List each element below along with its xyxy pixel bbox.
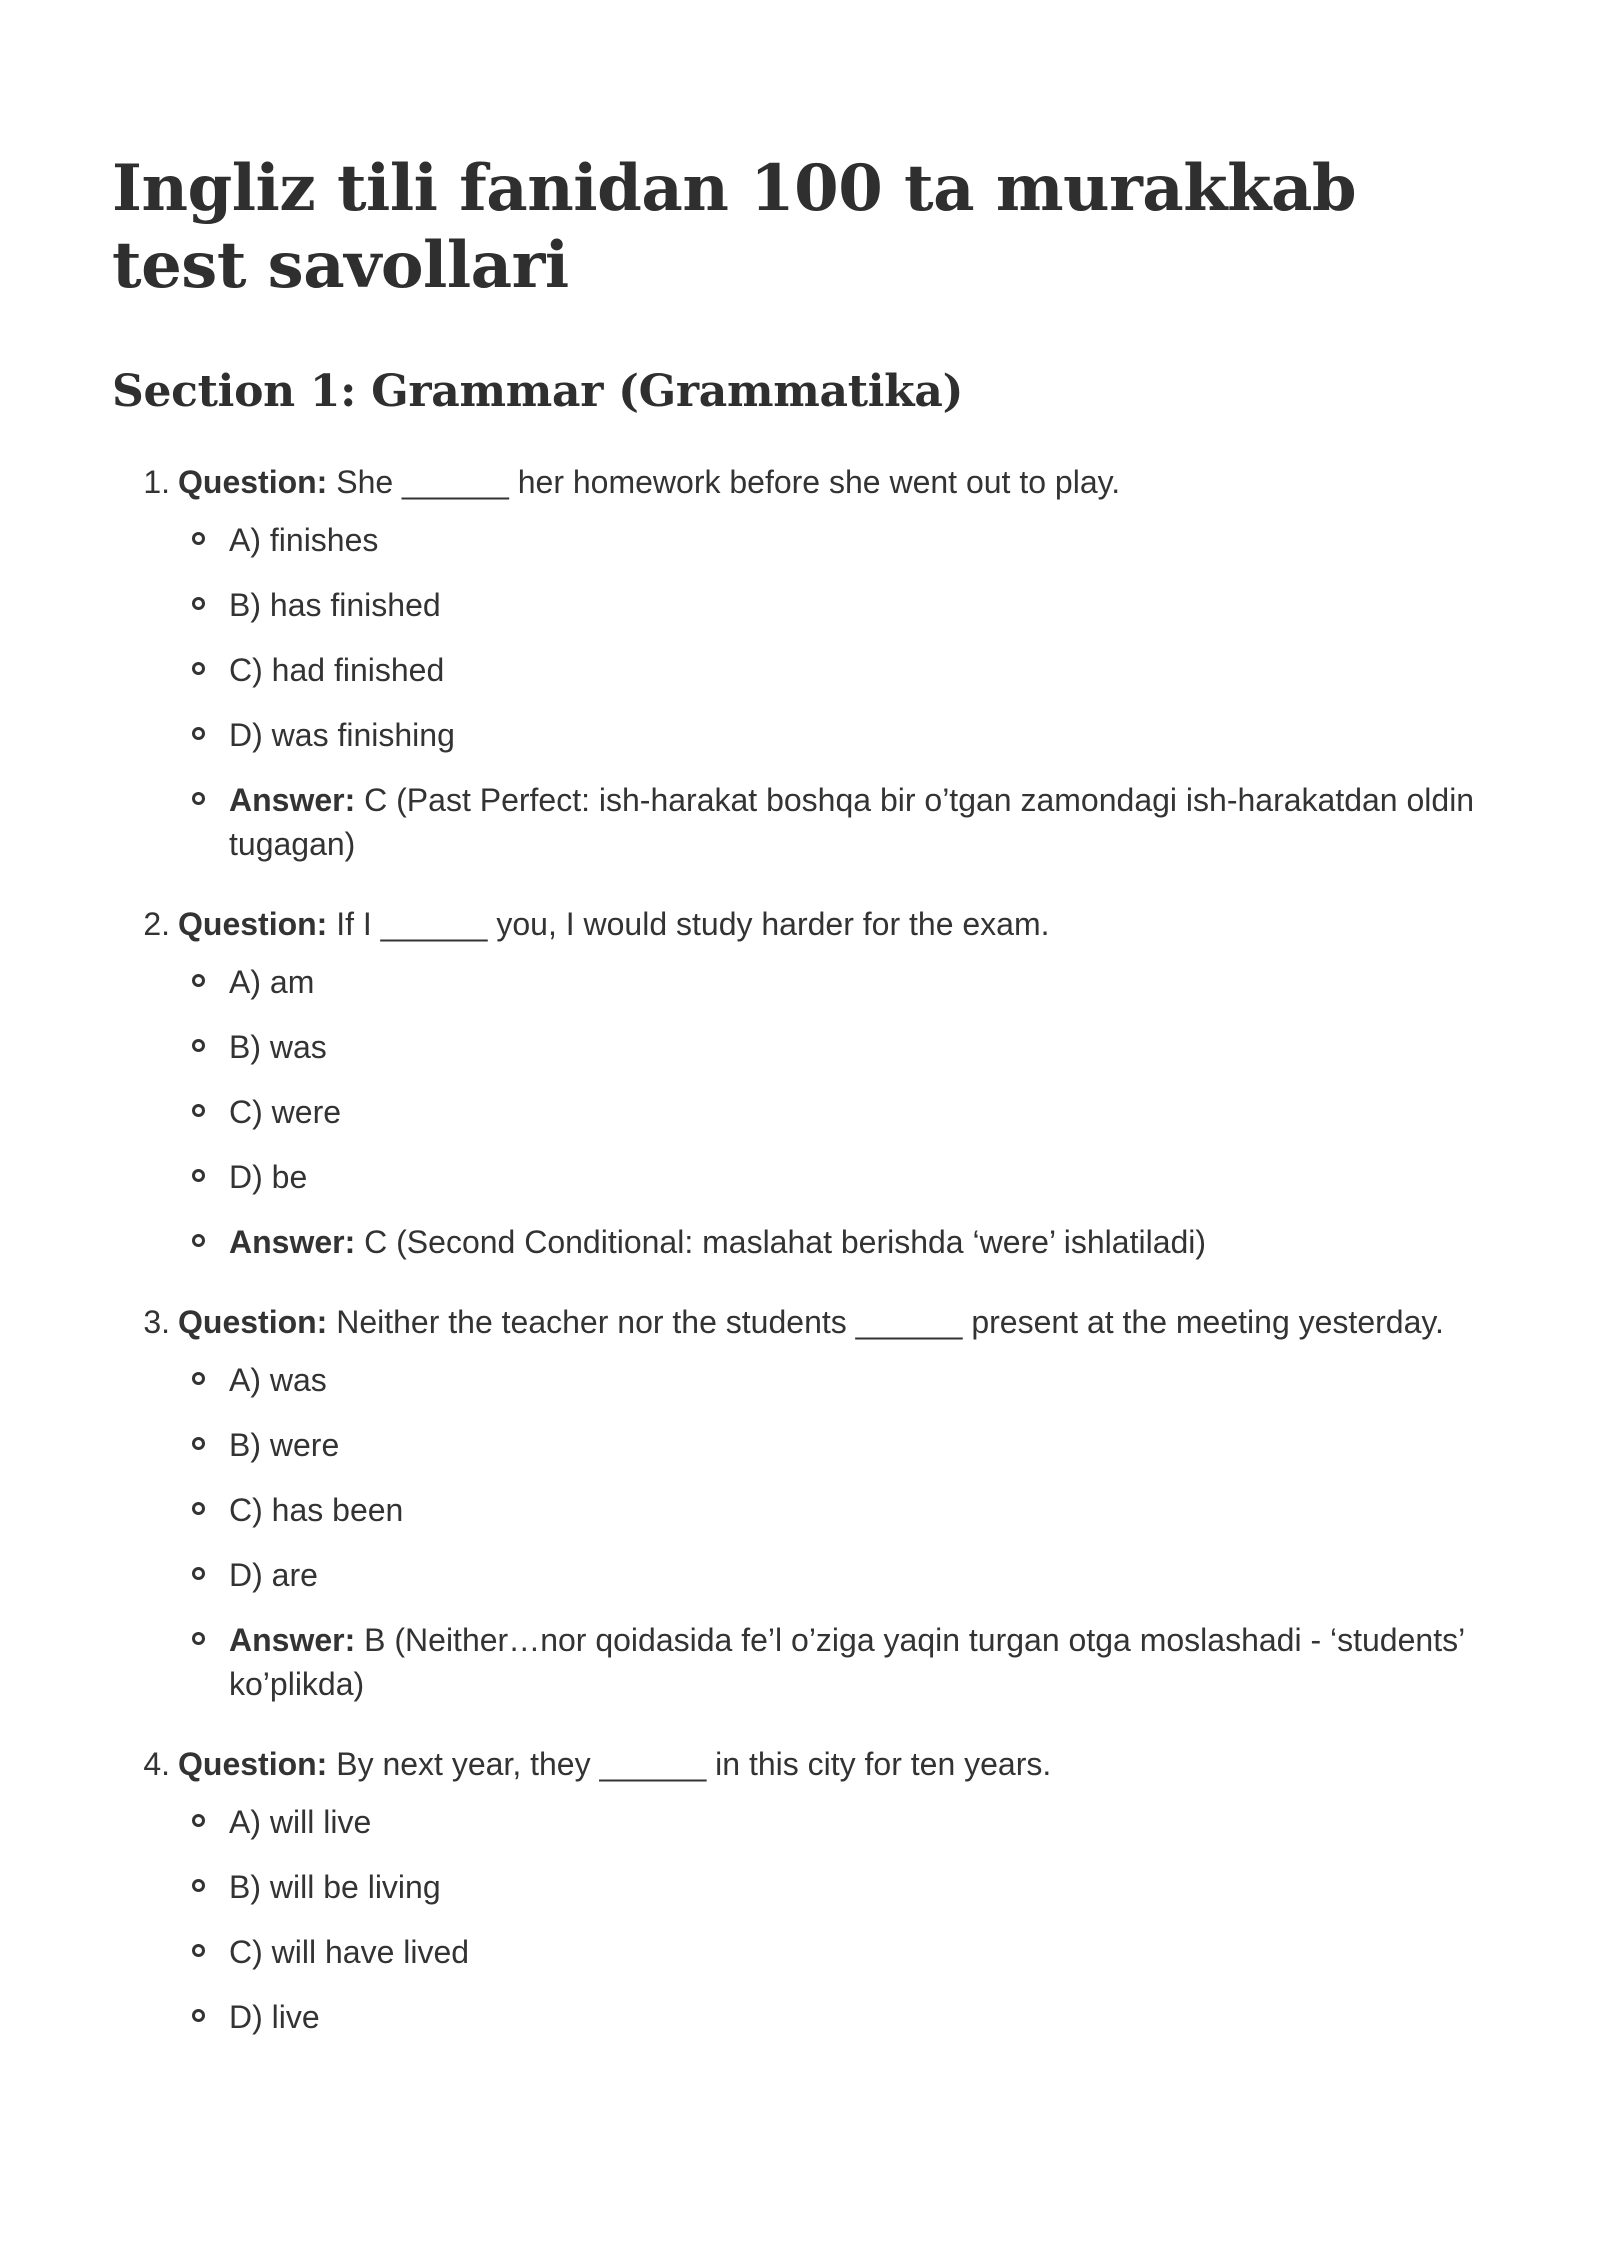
option-text: C) had finished — [229, 652, 445, 688]
answer-label: Answer: — [229, 1224, 356, 1260]
option-text: C) has been — [229, 1492, 404, 1528]
question-text: By next year, they ______ in this city for ten years. — [336, 1746, 1052, 1782]
question-item — [112, 1742, 1512, 2039]
answer-label: Answer: — [229, 1622, 356, 1658]
option-text: C) were — [229, 1094, 342, 1130]
option-text: B) were — [229, 1427, 340, 1463]
circle-bullet-icon — [192, 597, 205, 610]
circle-bullet-icon — [192, 1502, 205, 1515]
option-item — [112, 1423, 1512, 1467]
option-item — [112, 648, 1512, 692]
option-text: A) was — [229, 1362, 327, 1398]
question-line — [112, 460, 1512, 504]
document-title: Ingliz tili fanidan 100 ta murakkab test savollari — [112, 151, 1357, 303]
option-item — [112, 518, 1512, 562]
question-label: Question: — [178, 1746, 328, 1782]
option-text: D) be — [229, 1159, 308, 1195]
question-text-wrapper — [178, 460, 1512, 504]
circle-bullet-icon — [192, 2009, 205, 2022]
circle-bullet-icon — [192, 974, 205, 987]
circle-bullet-icon — [192, 1372, 205, 1385]
circle-bullet-icon — [192, 727, 205, 740]
circle-bullet-icon — [192, 1567, 205, 1580]
option-item — [112, 1800, 1512, 1844]
question-text-wrapper — [178, 1300, 1512, 1344]
option-text: B) will be living — [229, 1869, 441, 1905]
option-text: B) was — [229, 1029, 327, 1065]
circle-bullet-icon — [192, 662, 205, 675]
option-text: B) has finished — [229, 587, 441, 623]
option-list — [112, 1358, 1512, 1706]
option-item — [112, 1155, 1512, 1199]
circle-bullet-icon — [192, 1879, 205, 1892]
question-text-wrapper — [178, 1742, 1512, 1786]
question-item — [112, 902, 1512, 1264]
question-line — [112, 902, 1512, 946]
document-page — [112, 150, 1512, 2075]
question-list — [112, 460, 1512, 2039]
answer-label: Answer: — [229, 782, 356, 818]
question-item — [112, 460, 1512, 866]
option-text: D) live — [229, 1999, 320, 2035]
circle-bullet-icon — [192, 1234, 205, 1247]
circle-bullet-icon — [192, 1814, 205, 1827]
option-item — [112, 583, 1512, 627]
option-text: C) will have lived — [229, 1934, 470, 1970]
question-label: Question: — [178, 1304, 328, 1340]
option-text: A) am — [229, 964, 315, 1000]
section-title: Section 1: Grammar (Grammatika) — [112, 366, 964, 417]
circle-bullet-icon — [192, 1104, 205, 1117]
option-list — [112, 960, 1512, 1264]
answer-text: B (Neither…nor qoidasida fe’l o’ziga yaqin turgan otga moslashadi - ‘students’ ko’plikda) — [229, 1622, 1464, 1702]
question-number: 3. — [143, 1304, 170, 1340]
circle-bullet-icon — [192, 1632, 205, 1645]
option-item — [112, 1358, 1512, 1402]
answer-item — [112, 1618, 1512, 1706]
option-item — [112, 1865, 1512, 1909]
option-item — [112, 960, 1512, 1004]
option-item — [112, 1553, 1512, 1597]
option-item — [112, 1488, 1512, 1532]
question-number: 2. — [143, 906, 170, 942]
option-list — [112, 518, 1512, 866]
option-text: D) are — [229, 1557, 318, 1593]
answer-text-wrapper — [229, 778, 1489, 866]
question-label: Question: — [178, 906, 328, 942]
option-item — [112, 1025, 1512, 1069]
question-text-wrapper — [178, 902, 1512, 946]
question-text: She ______ her homework before she went out to play. — [336, 464, 1121, 500]
circle-bullet-icon — [192, 1169, 205, 1182]
question-text: If I ______ you, I would study harder for the exam. — [336, 906, 1050, 942]
option-item — [112, 1930, 1512, 1974]
circle-bullet-icon — [192, 532, 205, 545]
question-line — [112, 1300, 1512, 1344]
answer-text-wrapper — [229, 1618, 1489, 1706]
answer-item — [112, 778, 1512, 866]
option-item — [112, 1090, 1512, 1134]
question-text: Neither the teacher nor the students ______ present at the meeting yesterday. — [336, 1304, 1444, 1340]
question-number: 1. — [143, 464, 170, 500]
circle-bullet-icon — [192, 1437, 205, 1450]
answer-text: C (Past Perfect: ish-harakat boshqa bir o’tgan zamondagi ish-harakatdan oldin tugagan) — [229, 782, 1475, 862]
answer-text-wrapper — [229, 1220, 1489, 1264]
option-item — [112, 713, 1512, 757]
option-item — [112, 1995, 1512, 2039]
question-line — [112, 1742, 1512, 1786]
question-item — [112, 1300, 1512, 1706]
question-label: Question: — [178, 464, 328, 500]
question-number: 4. — [143, 1746, 170, 1782]
answer-text: C (Second Conditional: maslahat berishda ‘were’ ishlatiladi) — [364, 1224, 1207, 1260]
circle-bullet-icon — [192, 792, 205, 805]
option-list — [112, 1800, 1512, 2039]
circle-bullet-icon — [192, 1944, 205, 1957]
option-text: D) was finishing — [229, 717, 455, 753]
option-text: A) finishes — [229, 522, 379, 558]
circle-bullet-icon — [192, 1039, 205, 1052]
answer-item — [112, 1220, 1512, 1264]
option-text: A) will live — [229, 1804, 372, 1840]
